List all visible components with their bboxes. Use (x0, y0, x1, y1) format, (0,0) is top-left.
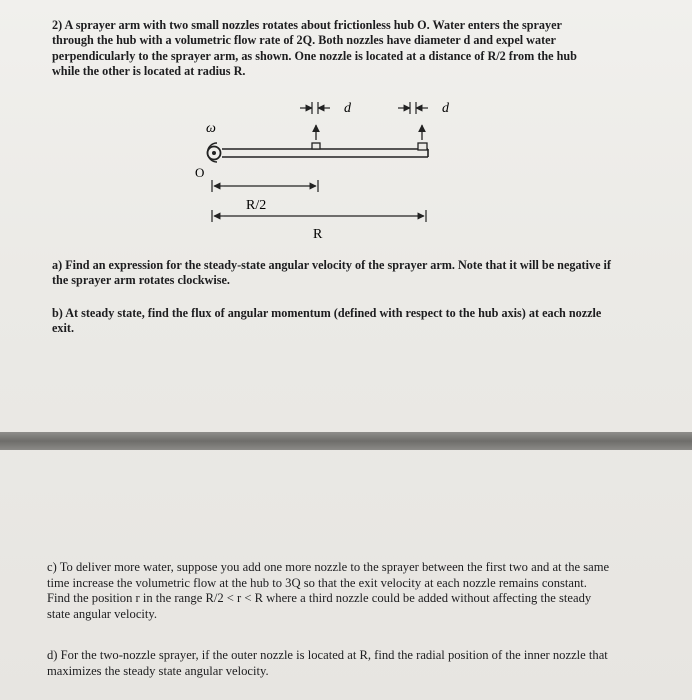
hub-center-dot (212, 151, 216, 155)
omega-symbol: ω (206, 121, 216, 136)
page-divider (0, 432, 692, 450)
problem-statement: 2) A sprayer arm with two small nozzles rotates about frictionless hub O. Water enters the sprayer through the hub with a volumetric flow rate of 2Q. Both nozzles have diameter d and expel water perpendicularly to the sprayer arm, as shown. One nozzle is located at a distance of R/2 from the hub while the other is located at radius R. (52, 18, 577, 79)
half-radius-dimension (212, 180, 318, 192)
nozzle-diameter-label-2: d (442, 101, 449, 116)
nozzle-diameter-label-1: d (344, 101, 351, 116)
question-b: b) At steady state, find the flux of angular momentum (defined with respect to the hub axis) at each nozzle exit. (52, 306, 602, 336)
inner-nozzle (312, 143, 320, 149)
half-radius-label: R/2 (246, 198, 267, 213)
question-a: a) Find an expression for the steady-state angular velocity of the sprayer arm. Note that it will be negative if the sprayer arm rotates clockwise. (52, 258, 611, 288)
outer-nozzle (418, 143, 427, 150)
hub-label: O (195, 165, 205, 180)
radius-dimension (212, 210, 426, 222)
sprayer-arm (222, 149, 428, 157)
question-c: c) To deliver more water, suppose you add one more nozzle to the sprayer between the first two and at the same time increase the volumetric flow at the hub to 3Q so that the exit velocity at each nozzle remains constant. Find the position r in the range R/2 < r < R where a third nozzle could be added without affecting the steady state angular velocity. (47, 560, 610, 621)
question-d: d) For the two-nozzle sprayer, if the outer nozzle is located at R, find the radial position of the inner nozzle that maximizes the steady state angular velocity. (47, 648, 608, 678)
sprayer-diagram (0, 0, 692, 250)
nozzle-diameter-mark-1 (300, 102, 330, 114)
radius-label: R (313, 227, 323, 242)
nozzle-diameter-mark-2 (398, 102, 428, 114)
